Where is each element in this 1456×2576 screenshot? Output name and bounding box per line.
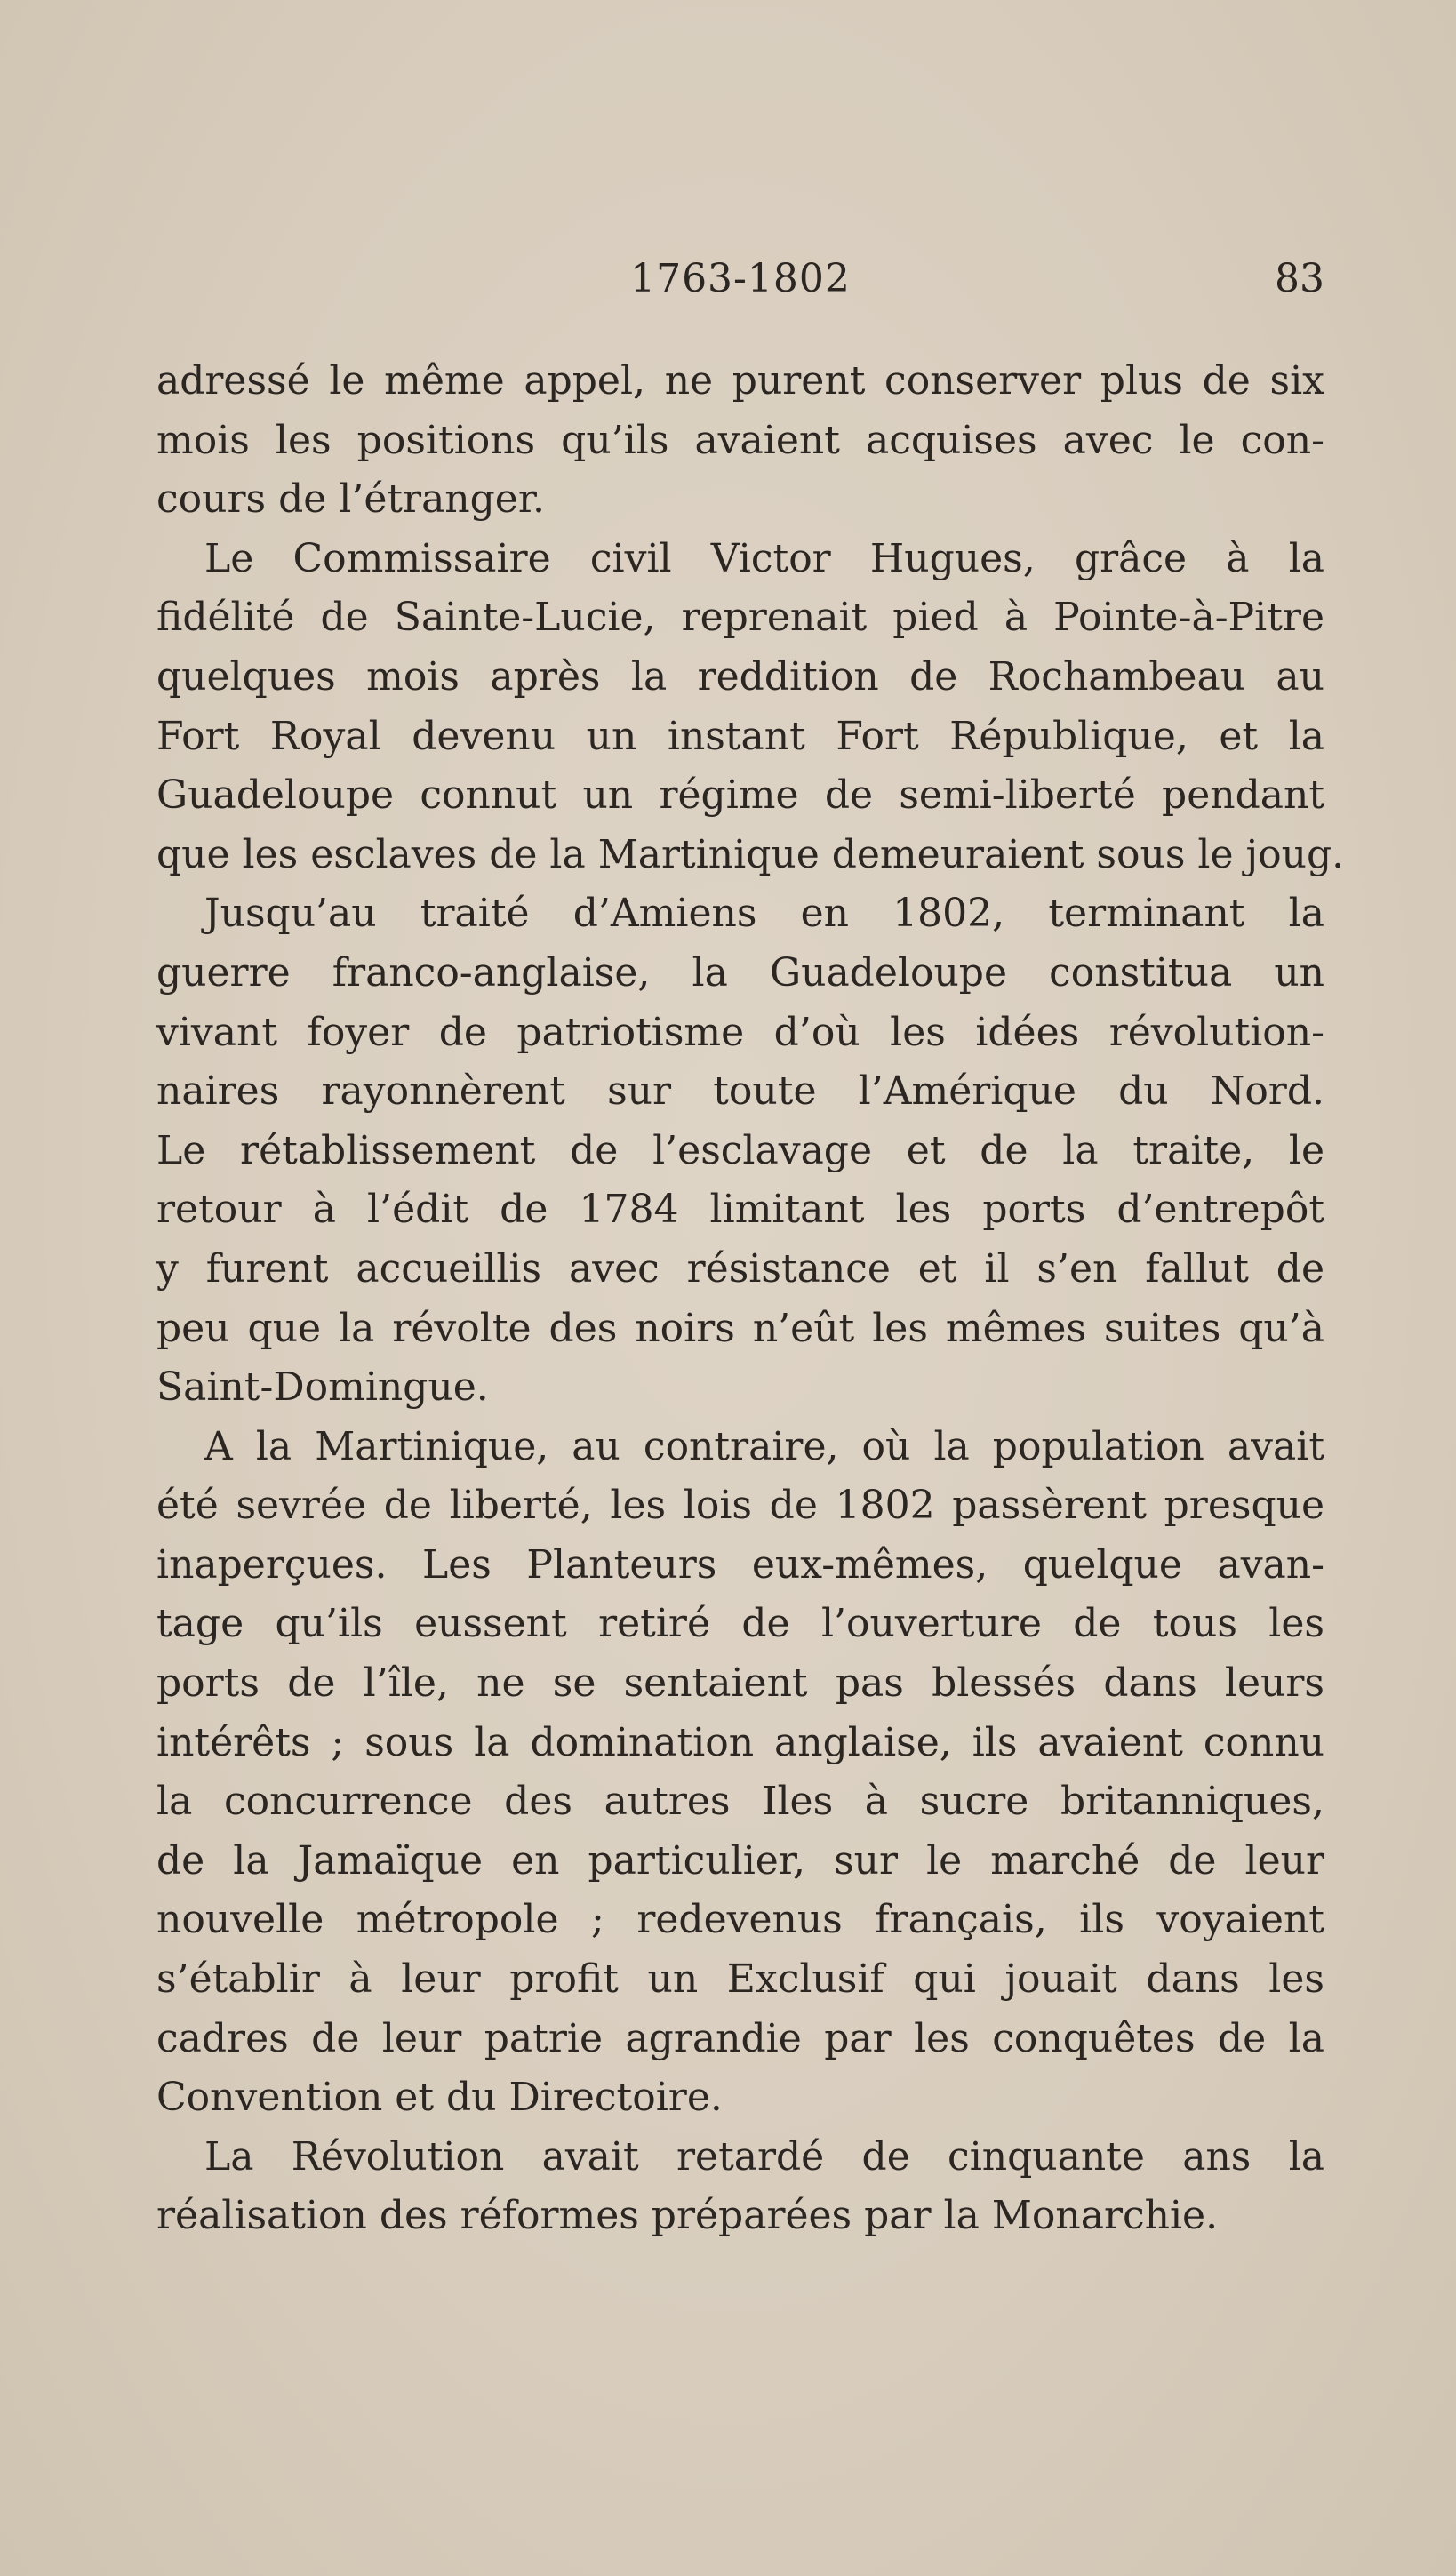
page-number: 83 (1275, 256, 1324, 301)
text-line: Le rétablissement de l’esclavage et de la traite, le (156, 1127, 1324, 1173)
text-line: fidélité de Sainte-Lucie, reprenait pied à Pointe-à-Pitre (156, 595, 1324, 641)
text-line: tage qu’ils eussent retiré de l’ouverture de tous les (156, 1601, 1324, 1647)
text-line: peu que la révolte des noirs n’eût les mêmes suites qu’à (156, 1305, 1324, 1351)
paragraph (156, 1418, 1324, 2128)
text-line: quelques mois après la reddition de Rochambeau au (156, 653, 1324, 700)
text-line: La Révolution avait retardé de cinquante ans la (204, 2133, 1324, 2180)
text-line: Guadeloupe connut un régime de semi-liberté pendant (156, 772, 1324, 819)
text-line: vivant foyer de patriotisme d’où les idées révolution- (156, 1009, 1324, 1055)
text-line: s’établir à leur profit un Exclusif qui jouait dans les (156, 1956, 1324, 2003)
paragraph (156, 530, 1345, 885)
text-line: réalisation des réformes préparées par la Monarchie. (156, 2193, 1219, 2239)
text-line: cours de l’étranger. (156, 476, 546, 523)
text-line: Fort Royal devenu un instant Fort République, et la (156, 713, 1324, 759)
text-line: retour à l’édit de 1784 limitant les ports d’entrepôt (156, 1187, 1324, 1233)
text-line: que les esclaves de la Martinique demeuraient sous le joug. (156, 831, 1345, 877)
paragraph (156, 884, 1324, 1417)
text-line: mois les positions qu’ils avaient acquises avec le con- (156, 417, 1324, 463)
text-line: la concurrence des autres Iles à sucre britanniques, (156, 1779, 1324, 1825)
text-line: Saint-Domingue. (156, 1364, 489, 1411)
text-line: y furent accueillis avec résistance et il s’en fallut de (156, 1245, 1324, 1292)
body-text (156, 352, 1345, 2246)
text-line: inaperçues. Les Planteurs eux-mêmes, quelque avan- (156, 1541, 1324, 1588)
running-head (156, 252, 1324, 306)
text-line: cadres de leur patrie agrandie par les conquêtes de la (156, 2015, 1324, 2061)
text-line: adressé le même appel, ne purent conserver plus de six (156, 358, 1324, 404)
running-title: 1763-1802 (630, 256, 851, 301)
text-line: été sevrée de liberté, les lois de 1802 passèrent presque (156, 1483, 1324, 1529)
text-line: Le Commissaire civil Victor Hugues, grâce à la (204, 535, 1324, 581)
paragraph (156, 352, 1324, 530)
text-line: naires rayonnèrent sur toute l’Amérique du Nord. (156, 1068, 1324, 1115)
text-line: guerre franco-anglaise, la Guadeloupe constitua un (156, 949, 1324, 996)
text-line: A la Martinique, au contraire, où la population avait (204, 1423, 1324, 1469)
text-line: Convention et du Directoire. (156, 2075, 723, 2121)
paragraph (156, 2128, 1324, 2246)
text-line: nouvelle métropole ; redevenus français, ils voyaient (156, 1897, 1324, 1943)
text-line: ports de l’île, ne se sentaient pas blessés dans leurs (156, 1660, 1324, 1707)
text-line: intérêts ; sous la domination anglaise, ils avaient connu (156, 1719, 1324, 1765)
text-line: de la Jamaïque en particulier, sur le marché de leur (156, 1837, 1324, 1884)
text-line: Jusqu’au traité d’Amiens en 1802, terminant la (204, 891, 1324, 937)
